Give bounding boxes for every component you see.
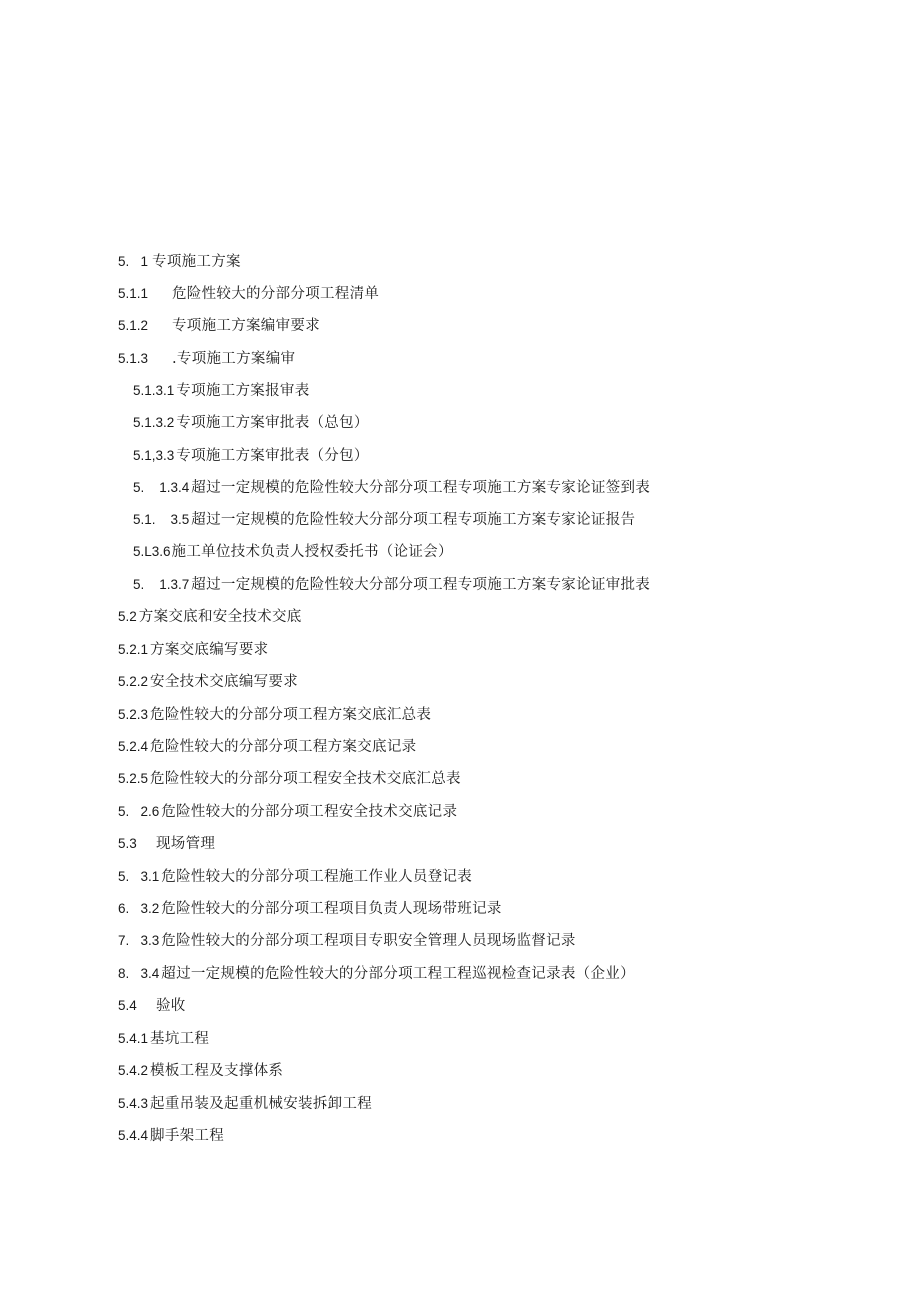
toc-title: 专项施工方案审批表（总包） xyxy=(176,415,369,431)
toc-title: 验收 xyxy=(156,998,186,1014)
toc-entry xyxy=(118,802,457,822)
toc-title: 方案交底和安全技术交底 xyxy=(138,609,302,625)
toc-entry xyxy=(133,575,650,595)
toc-number: 5. 1.3.4 xyxy=(133,480,190,495)
toc-title: .专项施工方案编审 xyxy=(172,351,296,367)
toc-number: 5.1.3 xyxy=(118,351,149,366)
toc-title: 危险性较大的分部分项工程安全技术交底汇总表 xyxy=(150,771,461,787)
toc-number: 5.1.3.2 xyxy=(133,415,175,430)
toc-number: 5.4 xyxy=(118,998,137,1013)
toc-number: 5.4.2 xyxy=(118,1063,149,1078)
toc-number: 5.2.5 xyxy=(118,771,149,786)
toc-title: 超过一定规模的危险性较大分部分项工程专项施工方案专家论证报告 xyxy=(191,512,636,528)
toc-title: 危险性较大的分部分项工程项目专职安全管理人员现场监督记录 xyxy=(161,933,576,949)
toc-entry xyxy=(118,931,576,951)
toc-entry xyxy=(118,316,320,336)
toc-title: 专项施工方案编审要求 xyxy=(172,318,320,334)
toc-number: 5.1.1 xyxy=(118,286,149,301)
toc-title: 方案交底编写要求 xyxy=(150,642,269,658)
toc-number: 5.3 xyxy=(118,836,137,851)
toc-number: 5.4.4 xyxy=(118,1128,149,1143)
toc-entry xyxy=(118,252,241,272)
toc-number: 5.1.3.1 xyxy=(133,383,175,398)
toc-number: 5. 1 xyxy=(118,254,149,269)
toc-entry xyxy=(118,1094,372,1114)
toc-title: 基坑工程 xyxy=(150,1031,210,1047)
toc-title: 现场管理 xyxy=(156,836,216,852)
toc-number: 6. 3.2 xyxy=(118,901,160,916)
toc-entry xyxy=(118,607,302,627)
toc-title: 危险性较大的分部分项工程安全技术交底记录 xyxy=(161,804,458,820)
toc-entry xyxy=(133,381,310,401)
toc-entry xyxy=(118,1029,209,1049)
toc-title: 危险性较大的分部分项工程方案交底记录 xyxy=(150,739,417,755)
toc-number: 5.4.3 xyxy=(118,1096,149,1111)
toc-entry xyxy=(118,964,635,984)
toc-number: 5. 2.6 xyxy=(118,804,160,819)
toc-title: 专项施工方案 xyxy=(152,254,241,270)
toc-number: 5. 1.3.7 xyxy=(133,577,190,592)
toc-entry xyxy=(133,542,453,562)
toc-title: 危险性较大的分部分项工程项目负责人现场带班记录 xyxy=(161,901,502,917)
toc-number: 5.2.1 xyxy=(118,642,149,657)
toc-title: 模板工程及支撑体系 xyxy=(150,1063,284,1079)
toc-number: 5.2 xyxy=(118,609,137,624)
toc-title: 专项施工方案审批表（分包） xyxy=(176,448,369,464)
toc-number: 5.2.4 xyxy=(118,739,149,754)
toc-number: 5.1.2 xyxy=(118,318,149,333)
toc-number: 5.2.3 xyxy=(118,707,149,722)
toc-entry xyxy=(118,1126,224,1146)
toc-entry xyxy=(133,413,369,433)
toc-number: 5. 3.1 xyxy=(118,869,160,884)
toc-title: 危险性较大的分部分项工程施工作业人员登记表 xyxy=(161,869,473,885)
toc-title: 超过一定规模的危险性较大分部分项工程专项施工方案专家论证签到表 xyxy=(191,480,651,496)
toc-number: 5.4.1 xyxy=(118,1031,149,1046)
toc-entry xyxy=(118,769,461,789)
toc-title: 超过一定规模的危险性较大分部分项工程专项施工方案专家论证审批表 xyxy=(191,577,651,593)
toc-entry xyxy=(118,640,268,660)
toc-entry xyxy=(118,867,472,887)
toc-title: 脚手架工程 xyxy=(150,1128,225,1144)
toc-entry xyxy=(118,834,215,854)
toc-entry xyxy=(133,446,369,466)
toc-number: 5.L3.6 xyxy=(133,544,171,559)
toc-number: 5.1,3.3 xyxy=(133,448,175,463)
toc-title: 起重吊装及起重机械安装拆卸工程 xyxy=(150,1096,373,1112)
toc-title: 危险性较大的分部分项工程方案交底汇总表 xyxy=(150,707,432,723)
toc-entry xyxy=(118,996,186,1016)
toc-number: 8. 3.4 xyxy=(118,966,160,981)
toc-entry xyxy=(133,478,650,498)
toc-entry xyxy=(118,349,295,369)
toc-title: 超过一定规模的危险性较大的分部分项工程工程巡视检查记录表（企业） xyxy=(161,966,635,982)
toc-title: 危险性较大的分部分项工程清单 xyxy=(172,286,380,302)
toc-entry xyxy=(118,705,431,725)
toc-entry xyxy=(118,899,502,919)
toc-title: 安全技术交底编写要求 xyxy=(150,674,299,690)
toc-entry xyxy=(133,510,635,530)
toc-entry xyxy=(118,284,379,304)
toc-number: 5.1. 3.5 xyxy=(133,512,190,527)
toc-number: 7. 3.3 xyxy=(118,933,160,948)
toc-title: 施工单位技术负责人授权委托书（论证会） xyxy=(171,544,453,560)
toc-title: 专项施工方案报审表 xyxy=(176,383,310,399)
toc-entry xyxy=(118,737,416,757)
toc-number: 5.2.2 xyxy=(118,674,149,689)
toc-entry xyxy=(118,672,298,692)
toc-entry xyxy=(118,1061,283,1081)
